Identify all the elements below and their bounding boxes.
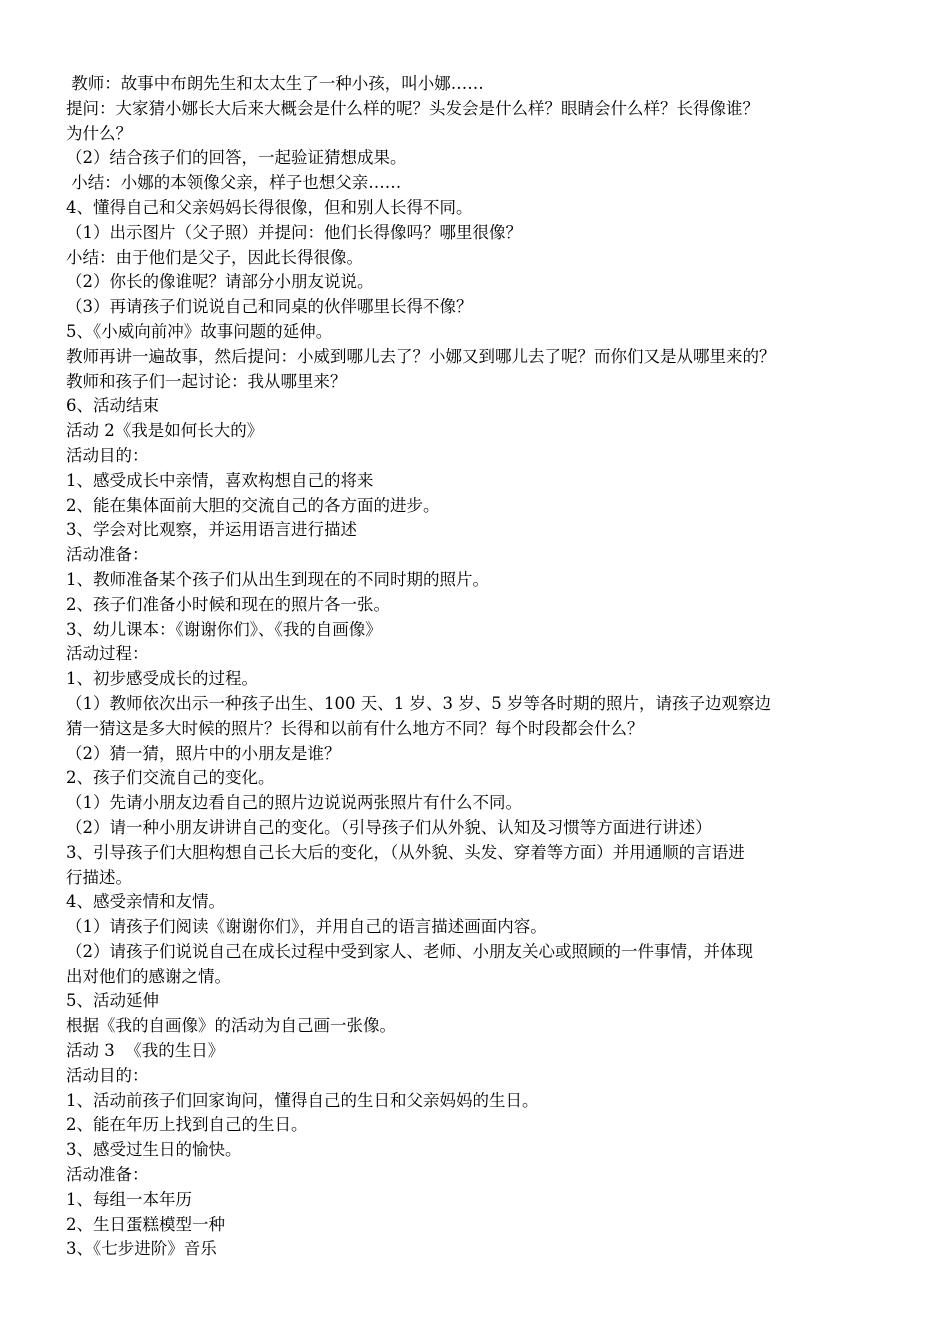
text-line: 5、《小威向前冲》故事问题的延伸。 bbox=[66, 321, 333, 341]
text-line: 3、引导孩子们大胆构想自己长大后的变化，（从外貌、头发、穿着等方面）并用通顺的言语进 bbox=[66, 842, 745, 862]
text-line: 小结：小娜的本领像父亲，样子也想父亲…… bbox=[66, 173, 402, 193]
text-line: 1、教师准备某个孩子们从出生到现在的不同时期的照片。 bbox=[66, 569, 489, 589]
text-line: 活动 3 《我的生日》 bbox=[66, 1041, 225, 1061]
text-line: 3、感受过生日的愉快。 bbox=[66, 1140, 242, 1160]
text-line: 活动准备： bbox=[66, 1165, 149, 1185]
text-line: 1、初步感受成长的过程。 bbox=[66, 669, 258, 689]
text-line: 3、幼儿课本：《谢谢你们》、《我的自画像》 bbox=[66, 619, 382, 639]
document-body bbox=[66, 72, 890, 1262]
text-line: （1）教师依次出示一种孩子出生、100 天、1 岁、3 岁、5 岁等各时期的照片，请孩子边观察边 bbox=[66, 693, 771, 713]
text-line: 教师和孩子们一起讨论：我从哪里来？ bbox=[66, 371, 347, 391]
text-line: 教师：故事中布朗先生和太太生了一种小孩，叫小娜…… bbox=[66, 74, 484, 93]
text-line: 2、孩子们准备小时候和现在的照片各一张。 bbox=[66, 594, 390, 614]
text-line: （2）猜一猜，照片中的小朋友是谁？ bbox=[66, 743, 341, 763]
text-line: 提问：大家猜小娜长大后来大概会是什么样的呢？头发会是什么样？眼睛会什么样？长得像谁？ bbox=[66, 98, 759, 118]
text-line: （1）先请小朋友边看自己的照片边说说两张照片有什么不同。 bbox=[66, 793, 522, 813]
text-line: 行描述。 bbox=[66, 867, 132, 887]
text-line: 4、感受亲情和友情。 bbox=[66, 892, 225, 912]
text-line: （2）你长的像谁呢？请部分小朋友说说。 bbox=[66, 272, 374, 292]
text-line: 教师再讲一遍故事，然后提问：小威到哪儿去了？小娜又到哪儿去了呢？而你们又是从哪里来的？ bbox=[66, 346, 776, 366]
text-line: 根据《我的自画像》的活动为自己画一张像。 bbox=[66, 1016, 396, 1036]
text-line: 活动目的： bbox=[66, 1065, 149, 1085]
text-line: 2、生日蛋糕模型一种 bbox=[66, 1214, 225, 1234]
text-line: （2）请孩子们说说自己在成长过程中受到家人、老师、小朋友关心或照顾的一件事情，并体现 bbox=[66, 941, 753, 961]
text-line: 2、孩子们交流自己的变化。 bbox=[66, 768, 275, 788]
text-line: （2）请一种小朋友讲讲自己的变化。（引导孩子们从外貌、认知及习惯等方面进行讲述） bbox=[66, 817, 712, 837]
text-line: 猜一猜这是多大时候的照片？长得和以前有什么地方不同？每个时段都会什么？ bbox=[66, 718, 644, 738]
text-line: 3、学会对比观察，并运用语言进行描述 bbox=[66, 520, 357, 540]
text-line: 4、懂得自己和父亲妈妈长得很像，但和别人长得不同。 bbox=[66, 197, 473, 217]
text-line: 2、能在年历上找到自己的生日。 bbox=[66, 1115, 308, 1135]
text-line: 3、《七步进阶》音乐 bbox=[66, 1239, 217, 1259]
text-line: 为什么？ bbox=[66, 123, 132, 143]
text-line: 1、感受成长中亲情，喜欢构想自己的将来 bbox=[66, 470, 374, 490]
text-line: （2）结合孩子们的回答，一起验证猜想成果。 bbox=[66, 148, 407, 168]
text-line: 活动准备： bbox=[66, 545, 149, 565]
text-line: 1、每组一本年历 bbox=[66, 1189, 192, 1209]
text-line: 活动过程： bbox=[66, 644, 149, 664]
text-line: 活动 2《我是如何长大的》 bbox=[66, 421, 264, 441]
text-line: （1）出示图片（父子照）并提问：他们长得像吗？哪里很像？ bbox=[66, 222, 522, 242]
text-line: 活动目的： bbox=[66, 445, 149, 465]
text-line: （1）请孩子们阅读《谢谢你们》，并用自己的语言描述画面内容。 bbox=[66, 917, 547, 937]
text-line: 2、能在集体面前大胆的交流自己的各方面的进步。 bbox=[66, 495, 440, 515]
text-line: 出对他们的感谢之情。 bbox=[66, 966, 231, 986]
text-line: 5、活动延伸 bbox=[66, 991, 159, 1011]
text-line: （3）再请孩子们说说自己和同桌的伙伴哪里长得不像？ bbox=[66, 297, 473, 317]
text-line: 小结：由于他们是父子，因此长得很像。 bbox=[66, 247, 363, 267]
text-line: 1、活动前孩子们回家询问，懂得自己的生日和父亲妈妈的生日。 bbox=[66, 1090, 539, 1110]
text-line: 6、活动结束 bbox=[66, 396, 159, 416]
